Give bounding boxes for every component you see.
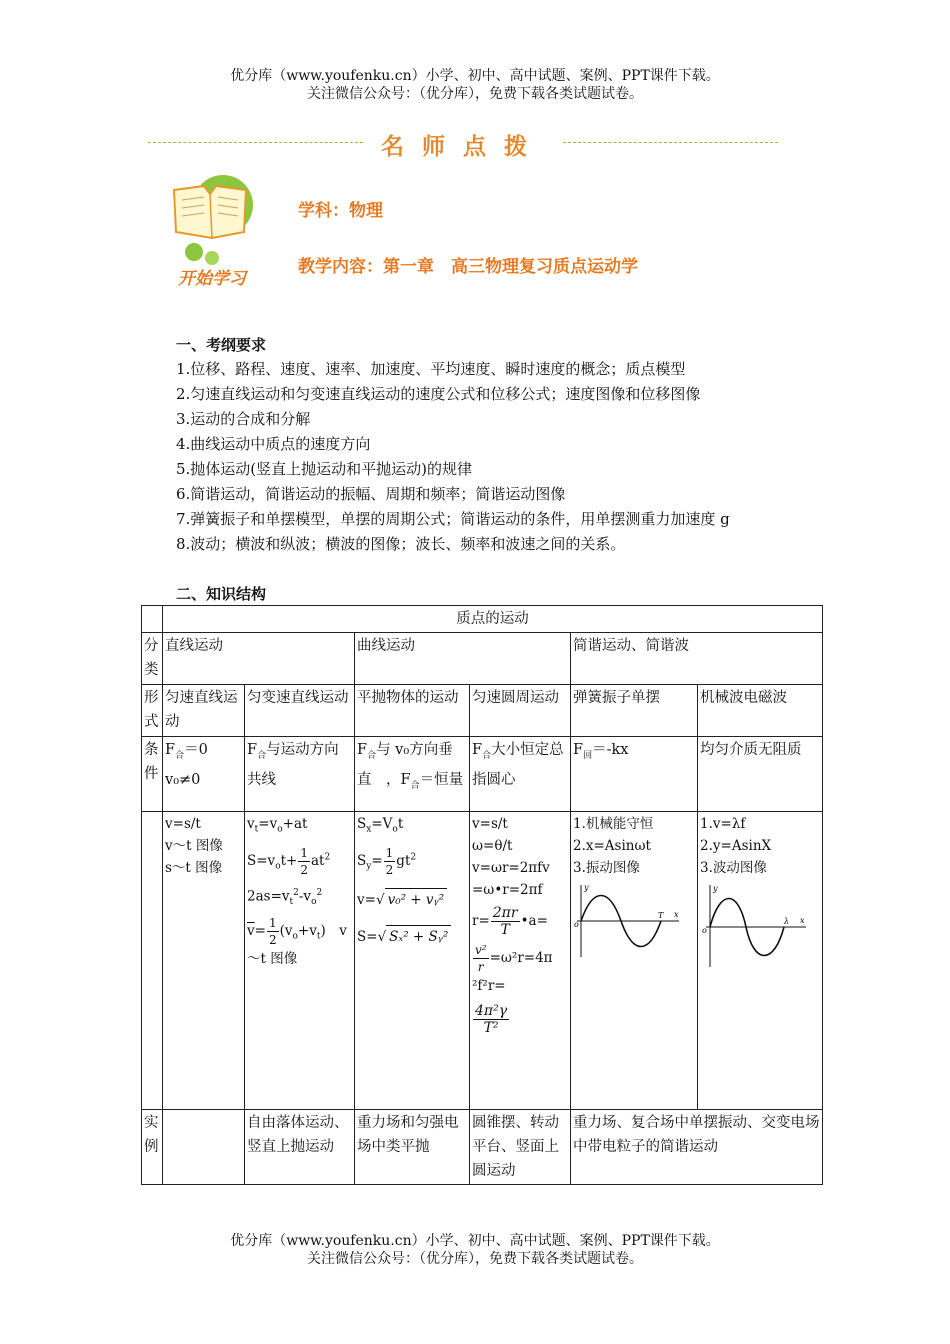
- formula-cell-wave: 1.v=λf 2.y=AsinX 3.波动图像 y x o λ: [698, 812, 823, 1110]
- form-cell: 匀速直线运动: [163, 685, 245, 737]
- example-cell: 重力场、复合场中单摆振动、交变电场中带电粒子的简谐运动: [571, 1110, 823, 1185]
- footer-line-2: 关注微信公众号：（优分库），免费下载各类试题试卷。: [307, 1251, 643, 1267]
- category-cell: 简谐运动、简谐波: [571, 633, 823, 685]
- list-item: 6.简谐运动，简谐运动的振幅、周期和频率；简谐运动图像: [176, 485, 566, 503]
- form-cell: 匀速圆周运动: [470, 685, 571, 737]
- row-label: 条件: [142, 737, 163, 812]
- list-item: 5.抛体运动(竖直上抛运动和平抛运动)的规律: [176, 460, 473, 478]
- footer-line-1: 优分库（www.youfenku.cn）小学、初中、高中试题、案例、PPT课件下载。: [230, 1233, 720, 1249]
- title-banner: [148, 128, 778, 158]
- svg-text:y: y: [584, 883, 589, 892]
- top-header: 质点的运动: [163, 606, 823, 633]
- svg-text:y: y: [713, 884, 718, 893]
- form-cell: 机械波电磁波: [698, 685, 823, 737]
- section-1-title: 一、考纲要求: [176, 336, 267, 354]
- formula-cell-uniform: v=s/t v～t 图像 s～t 图像: [163, 812, 245, 1110]
- list-item: 1.位移、路程、速度、速率、加速度、平均速度、瞬时速度的概念；质点模型: [176, 360, 686, 378]
- condition-cell: $F_合$与运动方向共线: [245, 737, 355, 812]
- content-line: 教学内容：第一章 高三物理复习质点运动学: [298, 257, 638, 277]
- svg-text:o: o: [702, 926, 707, 935]
- wave-graph-icon: [700, 881, 810, 971]
- list-item: 4.曲线运动中质点的速度方向: [176, 435, 371, 453]
- svg-text:x: x: [800, 916, 805, 925]
- form-cell: 弹簧振子单摆: [571, 685, 698, 737]
- header-line-1: 优分库（www.youfenku.cn）小学、初中、高中试题、案例、PPT课件下载。: [230, 68, 720, 84]
- start-learning-logo: [160, 172, 270, 290]
- list-item: 7.弹簧振子和单摆模型，单摆的周期公式；简谐运动的条件，用单摆测重力加速度 g: [176, 510, 730, 528]
- list-item: 8.波动；横波和纵波；横波的图像；波长、频率和波速之间的关系。: [176, 535, 626, 553]
- form-cell: 平抛物体的运动: [355, 685, 470, 737]
- row-label: 分类: [142, 633, 163, 685]
- condition-cell: $F_合$大小恒定总指圆心: [470, 737, 571, 812]
- row-label: 形式: [142, 685, 163, 737]
- requirements-list: [176, 357, 730, 557]
- condition-cell: 均匀介质无阻质: [698, 737, 823, 812]
- svg-text:T: T: [658, 911, 664, 920]
- subject-line: 学科：物理: [298, 201, 383, 221]
- logo-caption: 开始学习: [178, 269, 246, 289]
- example-cell: 自由落体运动、竖直上抛运动: [245, 1110, 355, 1185]
- list-item: 3.运动的合成和分解: [176, 410, 311, 428]
- knowledge-table: [141, 605, 823, 1185]
- form-cell: 匀变速直线运动: [245, 685, 355, 737]
- vibration-graph-icon: [573, 881, 683, 961]
- svg-text:λ: λ: [784, 917, 790, 926]
- condition-cell: $F_合=0$ v₀≠0: [163, 737, 245, 812]
- example-cell: 重力场和匀强电场中类平抛: [355, 1110, 470, 1185]
- formula-cell-shm: 1.机械能守恒 2.x=Asinωt 3.振动图像 y x o T: [571, 812, 698, 1110]
- row-label: 实例: [142, 1110, 163, 1185]
- list-item: 2.匀速直线运动和匀变速直线运动的速度公式和位移公式；速度图像和位移图像: [176, 385, 701, 403]
- section-2-title: 二、知识结构: [176, 585, 267, 603]
- category-cell: 曲线运动: [355, 633, 571, 685]
- condition-cell: $F_合$与 v₀方向垂直 ，$F_合=$恒量: [355, 737, 470, 812]
- formula-cell-projectile: $S_x=V_ot$ $S_y=$ $\frac{1}{2}$ $gt^2$ v=√ v₀² + vᵧ² S=√ Sₓ² + Sᵧ²: [355, 812, 470, 1110]
- formula-cell-circular: v=s/t ω=θ/t v=ωr=2πfv =ω•r=2πf r= $\frac{2\pi r}{T}$ •a= $\frac{\text{v²}}{r}$ =ω²r=4π ²f²r= $\frac{\text{4π²γ}}{\text{T²}}$: [470, 812, 571, 1110]
- banner-title: 名师点拨: [381, 133, 545, 160]
- condition-cell: $F_回=-kx$: [571, 737, 698, 812]
- header-line-2: 关注微信公众号：（优分库），免费下载各类试题试卷。: [307, 86, 643, 102]
- svg-text:x: x: [674, 910, 679, 919]
- svg-text:o: o: [574, 920, 579, 929]
- category-cell: 直线运动: [163, 633, 355, 685]
- example-cell: 圆锥摆、转动平台、竖面上圆运动: [470, 1110, 571, 1185]
- formula-cell-accel: $v_t=v_o+at$ $S=v_ot+$ $\frac{1}{2}$ $at^2$ $2as=v_t^2-v_o^2$ $\overline{v}=$ $\frac{1}{2}$ $(v_o+v_t)$ v ～t 图像: [245, 812, 355, 1110]
